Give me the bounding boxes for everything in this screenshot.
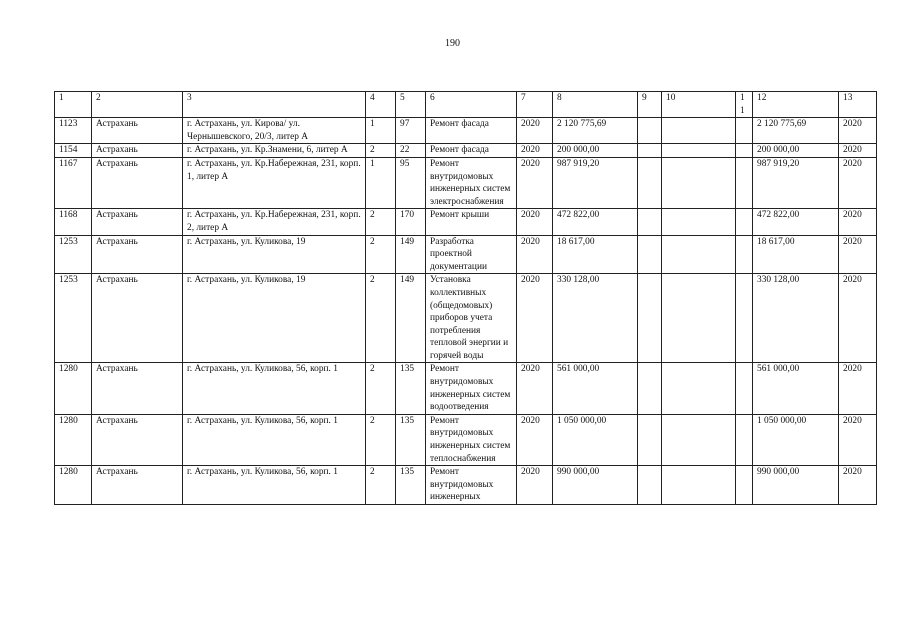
col4-cell: 2 (366, 144, 396, 158)
table-header-cell: 2 (92, 92, 183, 118)
address-cell: г. Астрахань, ул. Куликова, 56, корп. 1 (183, 414, 366, 465)
total-cost-cell: 987 919,20 (753, 157, 839, 208)
col5-cell: 149 (396, 274, 426, 363)
completion-year-cell: 2020 (839, 274, 877, 363)
col9-cell (638, 414, 662, 465)
completion-year-cell: 2020 (839, 118, 877, 144)
object-id-cell: 1123 (55, 118, 92, 144)
year-cell: 2020 (517, 235, 553, 274)
col11-cell (736, 118, 753, 144)
col10-cell (662, 414, 736, 465)
col4-cell: 1 (366, 118, 396, 144)
table-row (55, 274, 877, 363)
table-header-cell: 13 (839, 92, 877, 118)
table-header-cell: 8 (553, 92, 638, 118)
total-cost-cell: 1 050 000,00 (753, 414, 839, 465)
total-cost-cell: 330 128,00 (753, 274, 839, 363)
object-id-cell: 1253 (55, 274, 92, 363)
municipality-cell: Астрахань (92, 466, 183, 505)
col5-cell: 135 (396, 363, 426, 414)
col4-cell: 2 (366, 466, 396, 505)
table-header-cell: 5 (396, 92, 426, 118)
total-cost-cell: 2 120 775,69 (753, 118, 839, 144)
table-row (55, 363, 877, 414)
table-header-row (55, 92, 877, 118)
table-row (55, 209, 877, 235)
completion-year-cell: 2020 (839, 209, 877, 235)
completion-year-cell: 2020 (839, 414, 877, 465)
col10-cell (662, 274, 736, 363)
object-id-cell: 1280 (55, 363, 92, 414)
completion-year-cell: 2020 (839, 363, 877, 414)
year-cell: 2020 (517, 274, 553, 363)
col4-cell: 2 (366, 235, 396, 274)
cost-cell: 18 617,00 (553, 235, 638, 274)
table-header-cell: 6 (426, 92, 517, 118)
table-header-cell: 10 (662, 92, 736, 118)
col11-cell (736, 144, 753, 158)
object-id-cell: 1280 (55, 414, 92, 465)
object-id-cell: 1168 (55, 209, 92, 235)
municipality-cell: Астрахань (92, 144, 183, 158)
col9-cell (638, 274, 662, 363)
year-cell: 2020 (517, 466, 553, 505)
work-type-cell: Ремонт внутридомовых инженерных систем водоотведения (426, 363, 517, 414)
municipality-cell: Астрахань (92, 274, 183, 363)
year-cell: 2020 (517, 144, 553, 158)
col4-cell: 2 (366, 274, 396, 363)
object-id-cell: 1280 (55, 466, 92, 505)
object-id-cell: 1253 (55, 235, 92, 274)
completion-year-cell: 2020 (839, 235, 877, 274)
address-cell: г. Астрахань, ул. Куликова, 19 (183, 274, 366, 363)
col10-cell (662, 363, 736, 414)
col11-cell (736, 274, 753, 363)
col9-cell (638, 363, 662, 414)
col10-cell (662, 118, 736, 144)
col11-cell (736, 209, 753, 235)
completion-year-cell: 2020 (839, 144, 877, 158)
col4-cell: 2 (366, 414, 396, 465)
table-row (55, 235, 877, 274)
col5-cell: 97 (396, 118, 426, 144)
address-cell: г. Астрахань, ул. Куликова, 56, корп. 1 (183, 363, 366, 414)
address-cell: г. Астрахань, ул. Кирова/ ул. Чернышевского, 20/3, литер А (183, 118, 366, 144)
work-type-cell: Ремонт крыши (426, 209, 517, 235)
table-row (55, 144, 877, 158)
col11-cell (736, 157, 753, 208)
table-header-cell: 12 (753, 92, 839, 118)
municipality-cell: Астрахань (92, 414, 183, 465)
table-header-cell: 3 (183, 92, 366, 118)
table-header-cell: 9 (638, 92, 662, 118)
municipality-cell: Астрахань (92, 157, 183, 208)
total-cost-cell: 18 617,00 (753, 235, 839, 274)
col9-cell (638, 235, 662, 274)
col9-cell (638, 157, 662, 208)
municipality-cell: Астрахань (92, 209, 183, 235)
col5-cell: 22 (396, 144, 426, 158)
col11-cell (736, 363, 753, 414)
col5-cell: 135 (396, 414, 426, 465)
cost-cell: 990 000,00 (553, 466, 638, 505)
cost-cell: 472 822,00 (553, 209, 638, 235)
cost-cell: 200 000,00 (553, 144, 638, 158)
object-id-cell: 1167 (55, 157, 92, 208)
address-cell: г. Астрахань, ул. Кр.Набережная, 231, корп. 1, литер А (183, 157, 366, 208)
table-header-cell: 4 (366, 92, 396, 118)
work-type-cell: Установка коллективных (общедомовых) приборов учета потребления тепловой энергии и горячей воды (426, 274, 517, 363)
col9-cell (638, 466, 662, 505)
col11-cell (736, 414, 753, 465)
completion-year-cell: 2020 (839, 157, 877, 208)
address-cell: г. Астрахань, ул. Куликова, 56, корп. 1 (183, 466, 366, 505)
year-cell: 2020 (517, 209, 553, 235)
municipality-cell: Астрахань (92, 363, 183, 414)
page-number: 190 (445, 38, 460, 49)
col11-cell (736, 466, 753, 505)
year-cell: 2020 (517, 118, 553, 144)
table-row (55, 466, 877, 505)
table-row (55, 118, 877, 144)
data-table (54, 91, 877, 505)
cost-cell: 1 050 000,00 (553, 414, 638, 465)
work-type-cell: Ремонт фасада (426, 118, 517, 144)
col5-cell: 149 (396, 235, 426, 274)
col9-cell (638, 118, 662, 144)
object-id-cell: 1154 (55, 144, 92, 158)
work-type-cell: Ремонт фасада (426, 144, 517, 158)
cost-cell: 2 120 775,69 (553, 118, 638, 144)
table-body (55, 92, 877, 505)
total-cost-cell: 200 000,00 (753, 144, 839, 158)
col10-cell (662, 235, 736, 274)
col11-cell (736, 235, 753, 274)
address-cell: г. Астрахань, ул. Кр.Набережная, 231, корп. 2, литер А (183, 209, 366, 235)
col10-cell (662, 209, 736, 235)
year-cell: 2020 (517, 414, 553, 465)
col10-cell (662, 144, 736, 158)
work-type-cell: Ремонт внутридомовых инженерных систем теплоснабжения (426, 414, 517, 465)
total-cost-cell: 990 000,00 (753, 466, 839, 505)
col4-cell: 2 (366, 209, 396, 235)
work-type-cell: Разработка проектной документации (426, 235, 517, 274)
col4-cell: 2 (366, 363, 396, 414)
completion-year-cell: 2020 (839, 466, 877, 505)
cost-cell: 561 000,00 (553, 363, 638, 414)
col5-cell: 135 (396, 466, 426, 505)
work-type-cell: Ремонт внутридомовых инженерных (426, 466, 517, 505)
col4-cell: 1 (366, 157, 396, 208)
col5-cell: 95 (396, 157, 426, 208)
table-header-cell: 11 (736, 92, 753, 118)
total-cost-cell: 472 822,00 (753, 209, 839, 235)
municipality-cell: Астрахань (92, 235, 183, 274)
cost-cell: 987 919,20 (553, 157, 638, 208)
col5-cell: 170 (396, 209, 426, 235)
year-cell: 2020 (517, 363, 553, 414)
col10-cell (662, 466, 736, 505)
municipality-cell: Астрахань (92, 118, 183, 144)
col9-cell (638, 144, 662, 158)
col9-cell (638, 209, 662, 235)
table-header-cell: 1 (55, 92, 92, 118)
col10-cell (662, 157, 736, 208)
table-row (55, 414, 877, 465)
year-cell: 2020 (517, 157, 553, 208)
address-cell: г. Астрахань, ул. Кр.Знамени, 6, литер А (183, 144, 366, 158)
table-header-cell: 7 (517, 92, 553, 118)
table-row (55, 157, 877, 208)
cost-cell: 330 128,00 (553, 274, 638, 363)
address-cell: г. Астрахань, ул. Куликова, 19 (183, 235, 366, 274)
total-cost-cell: 561 000,00 (753, 363, 839, 414)
work-type-cell: Ремонт внутридомовых инженерных систем электроснабжения (426, 157, 517, 208)
